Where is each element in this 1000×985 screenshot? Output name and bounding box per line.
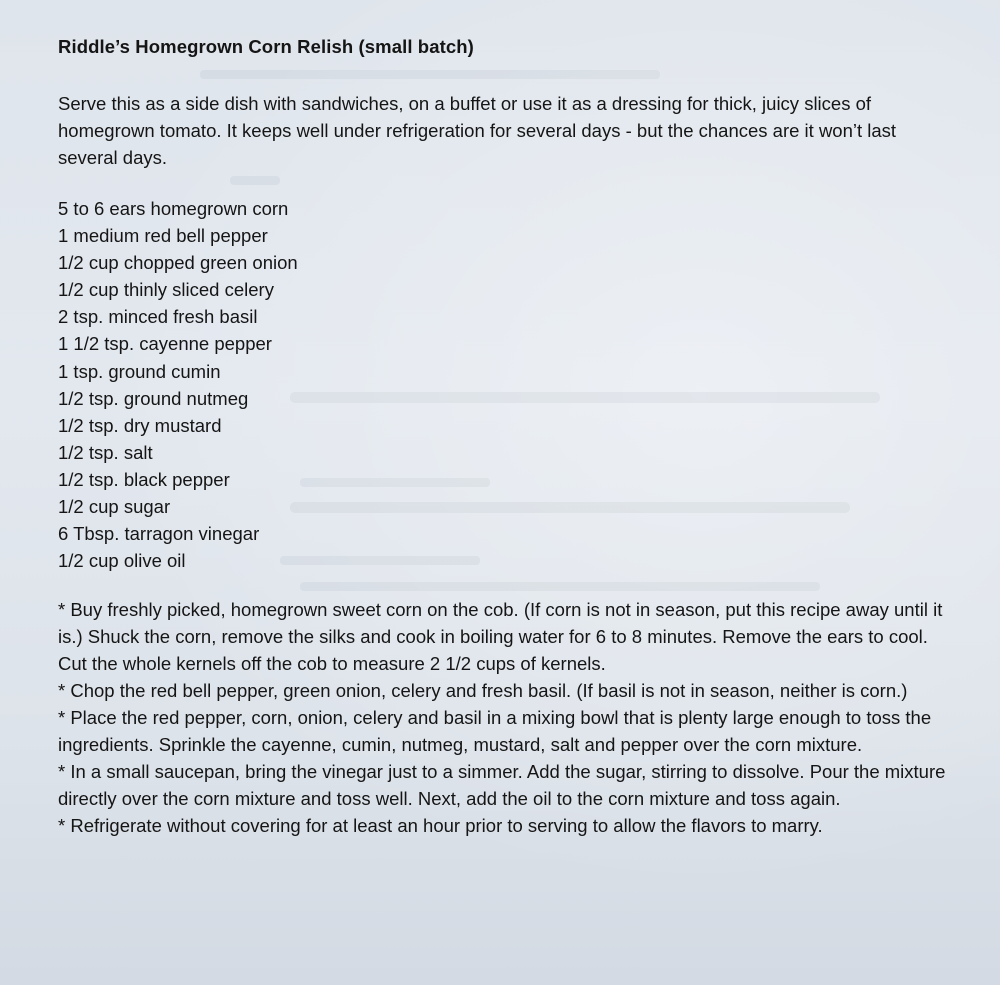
- ingredient-item: 1/2 cup thinly sliced celery: [58, 279, 274, 301]
- ingredient-item: 1/2 tsp. salt: [58, 441, 153, 463]
- ingredient-item: 1/2 tsp. ground nutmeg: [58, 387, 249, 409]
- instruction-step: * Place the red pepper, corn, onion, celery and basil in a mixing bowl that is plenty large enough to toss the ingredients. Sprinkle the cayenne, cumin, nutmeg, mustard, salt and pepper over the corn mixture.: [58, 707, 932, 756]
- recipe-title: Riddle’s Homegrown Corn Relish (small batch): [58, 36, 474, 57]
- recipe-intro: Serve this as a side dish with sandwiches, on a buffet or use it as a dressing for thick, juicy slices of homegrown tomato. It keeps well under refrigeration for several days - but the chances are it won’t last several days.: [58, 93, 897, 168]
- instruction-step: * Refrigerate without covering for at least an hour prior to serving to allow the flavors to marry.: [58, 815, 823, 837]
- ingredient-item: 1/2 cup chopped green onion: [58, 252, 298, 274]
- instruction-list: [58, 596, 948, 839]
- ingredient-item: 5 to 6 ears homegrown corn: [58, 198, 289, 219]
- ingredient-item: 1/2 tsp. dry mustard: [58, 414, 222, 436]
- ingredient-item: 2 tsp. minced fresh basil: [58, 306, 258, 328]
- ingredient-item: 1/2 cup olive oil: [58, 550, 186, 572]
- ingredient-item: 6 Tbsp. tarragon vinegar: [58, 523, 260, 545]
- ingredient-item: 1 1/2 tsp. cayenne pepper: [58, 333, 272, 355]
- instruction-step: * In a small saucepan, bring the vinegar just to a simmer. Add the sugar, stirring to dissolve. Pour the mixture directly over the corn mixture and toss well. Next, add the oil to the corn mixture and toss again.: [58, 761, 946, 810]
- ingredient-list: [58, 195, 948, 574]
- instruction-step: * Chop the red bell pepper, green onion, celery and fresh basil. (If basil is not in season, neither is corn.): [58, 680, 908, 702]
- ingredient-item: 1/2 tsp. black pepper: [58, 468, 230, 490]
- recipe-content: [58, 36, 948, 839]
- ingredient-item: 1 tsp. ground cumin: [58, 360, 221, 382]
- ingredient-item: 1/2 cup sugar: [58, 496, 171, 518]
- instruction-step: * Buy freshly picked, homegrown sweet corn on the cob. (If corn is not in season, put this recipe away until it is.) Shuck the corn, remove the silks and cook in boiling water for 6 to 8 minutes. Remove the ears to cool. Cut the whole kernels off the cob to measure 2 1/2 cups of kernels.: [58, 599, 943, 675]
- ingredient-item: 1 medium red bell pepper: [58, 225, 268, 247]
